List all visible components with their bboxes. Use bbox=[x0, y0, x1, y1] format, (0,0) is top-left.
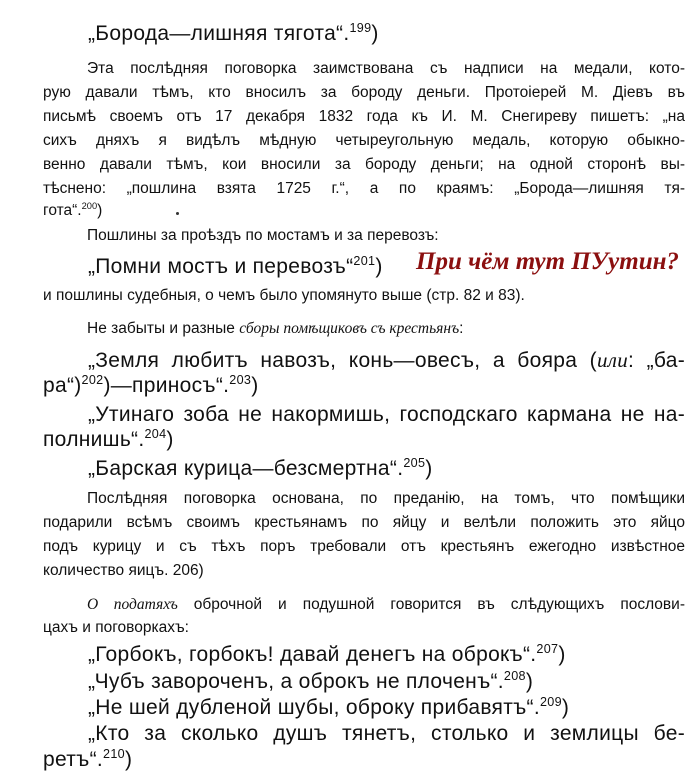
ink-speck bbox=[176, 212, 179, 215]
text-line: гота“.$^{200}$) bbox=[43, 200, 103, 219]
text-line: Не забыты и разные сборы помѣщиковъ съ крестьянъ: bbox=[87, 320, 464, 337]
proverb-line: „Земля любитъ навозъ, конь—овесъ, а бояра (или: „ба- bbox=[88, 348, 685, 372]
text-line: Послѣдняя поговорка основана, по преданію, на томъ, что помѣщики bbox=[87, 490, 685, 507]
text-line: Пошлины за проѣздъ по мостамъ и за перевозъ: bbox=[87, 227, 439, 244]
proverb-line: „Утинаго зоба не накормишь, господскаго кармана не на- bbox=[88, 403, 685, 426]
proverb-line: полнишь“.$^{204}$) bbox=[43, 427, 174, 451]
text-line: количество яицъ. 206) bbox=[43, 562, 204, 579]
proverb-line: „Кто за сколько душъ тянетъ, столько и землицы бе- bbox=[88, 722, 685, 745]
text-line: рую давали тѣмъ, кто вносилъ за бороду деньги. Протоіерей М. Діевъ въ bbox=[43, 84, 685, 101]
text-line: письмѣ своемъ отъ 17 декабря 1832 года къ И. М. Снегиреву пишетъ: „на bbox=[43, 108, 685, 125]
text-line: О податяхъ оброчной и подушной говорится въ слѣдующихъ послови- bbox=[87, 596, 685, 613]
proverb-line: „Не шей дубленой шубы, оброку прибавятъ“.$^{209}$) bbox=[88, 695, 570, 719]
text-line: цахъ и поговоркахъ: bbox=[43, 619, 189, 636]
red-annotation: При чём тут ПУутин? bbox=[416, 248, 679, 275]
text-line: венно давали тѣмъ, кои вносили за бороду деньги; на одной сторонѣ вы- bbox=[43, 156, 685, 173]
proverb-line: „Чубъ завороченъ, а оброкъ не плоченъ“.$^{208}$) bbox=[88, 669, 534, 693]
proverb-line: ра“)$^{202}$)—приносъ“.$^{203}$) bbox=[43, 373, 259, 397]
proverb-line: „Горбокъ, горбокъ! давай денегъ на оброкъ“.$^{207}$) bbox=[88, 642, 566, 666]
proverb-line: „Помни мостъ и перевозъ“$^{201}$) bbox=[88, 254, 383, 278]
proverb-line: ретъ“.$^{210}$) bbox=[43, 747, 133, 771]
proverb-line: „Борода—лишняя тягота“.$^{199}$) bbox=[88, 21, 379, 45]
text-line: подарили всѣмъ своимъ крестьянамъ по яйцу и велѣли положить это яйцо bbox=[43, 514, 685, 531]
text-line: Эта послѣдняя поговорка заимствована съ надписи на медали, кото- bbox=[87, 60, 685, 77]
text-line: и пошлины судебныя, о чемъ было упомянуто выше (стр. 82 и 83). bbox=[43, 287, 525, 304]
proverb-line: „Барская курица—безсмертна“.$^{205}$) bbox=[88, 456, 433, 480]
text-line: тѣснено: „пошлина взята 1725 г.“, а по краямъ: „Борода—лишняя тя- bbox=[43, 180, 685, 197]
text-line: сихъ дняхъ я видѣлъ мѣдную четыреугольную медаль, которую обыкно- bbox=[43, 132, 685, 149]
text-line: подъ курицу и съ тѣхъ поръ требовали отъ крестьянъ ежегодно извѣстное bbox=[43, 538, 685, 555]
